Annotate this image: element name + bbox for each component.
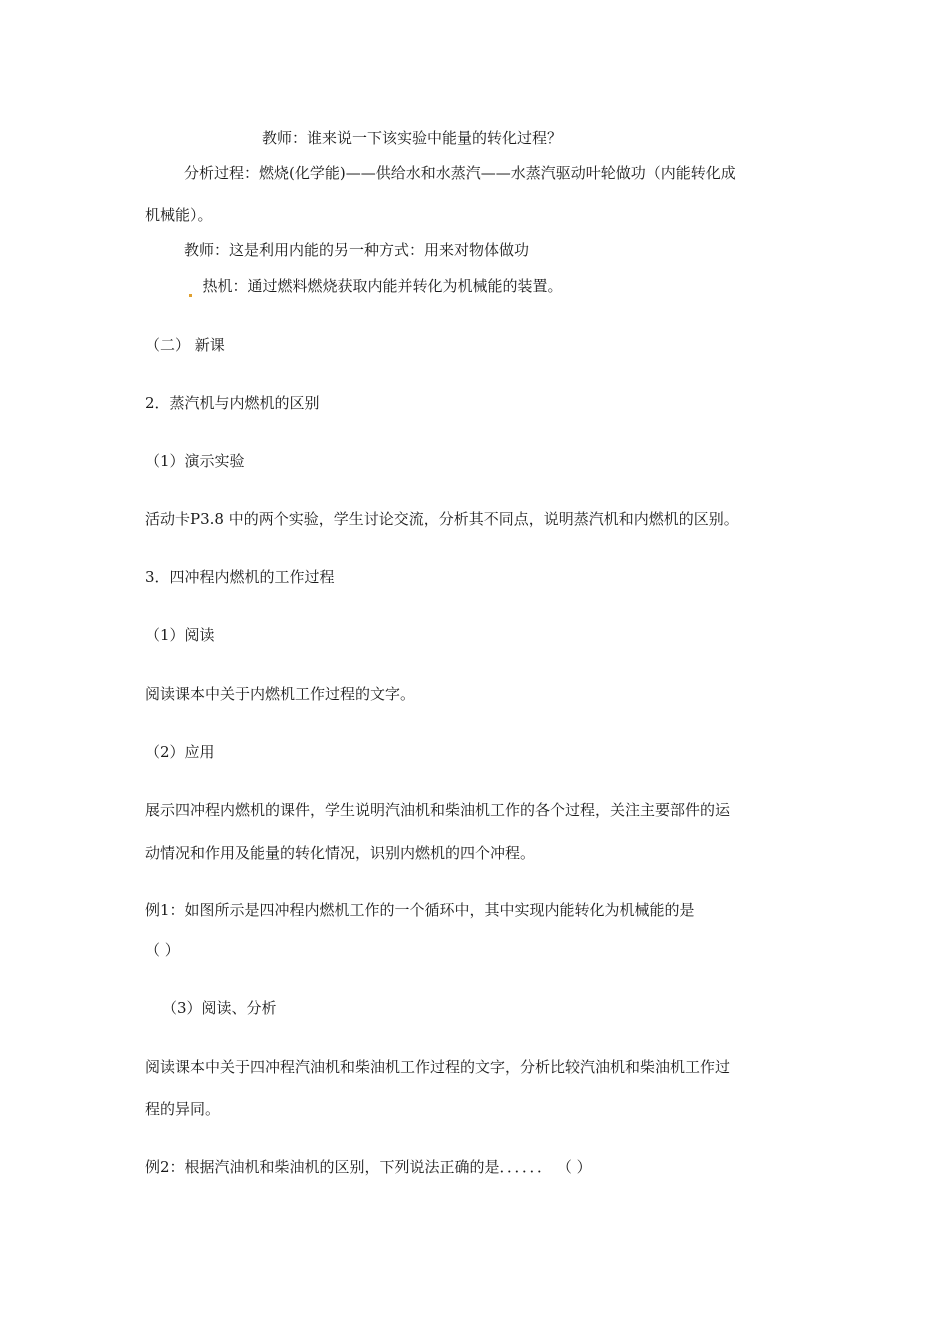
subheading-read-analyze: （3）阅读、分析 [162,999,277,1017]
text-line-courseware: 展示四冲程内燃机的课件，学生说明汽油机和柴油机工作的各个过程，关注主要部件的运 [145,801,731,819]
subheading-3: 3．四冲程内燃机的工作过程 [145,568,335,586]
text-line-compare-cont: 程的异同。 [145,1100,221,1118]
subheading-demo: （1）演示实验 [145,452,245,470]
text-line-analysis-cont: 机械能）。 [145,206,213,224]
mark-dot [189,294,192,297]
text-line-teacher-question: 教师：谁来说一下该实验中能量的转化过程？ [262,129,563,147]
example-2: 例2：根据汽油机和柴油机的区别，下列说法正确的是．．．．．． （ ） [145,1158,592,1176]
text-line-read: 阅读课本中关于内燃机工作过程的文字。 [145,685,416,703]
section-heading-new-lesson: （二） 新课 [145,336,225,354]
example-1: 例1：如图所示是四冲程内燃机工作的一个循环中，其中实现内能转化为机械能的是 [145,901,695,919]
text-line-activity: 活动卡P3.8 中的两个实验，学生讨论交流，分析其不同点，说明蒸汽机和内燃机的区别。 [145,510,739,528]
text-line-heat-engine: 热机：通过燃料燃烧获取内能并转化为机械能的装置。 [188,276,563,297]
text-line-analysis: 分析过程：燃烧(化学能)——供给水和水蒸汽——水蒸汽驱动叶轮做功（内能转化成 [184,164,736,182]
subheading-2: 2．蒸汽机与内燃机的区别 [145,394,320,412]
example-1-blank: （ ） [145,941,180,959]
text-line-teacher-statement: 教师：这是利用内能的另一种方式：用来对物体做功 [184,241,530,259]
text-line-courseware-cont: 动情况和作用及能量的转化情况，识别内燃机的四个冲程。 [145,844,536,862]
subheading-apply: （2）应用 [145,743,215,761]
subheading-read: （1）阅读 [145,626,215,644]
text-line-compare: 阅读课本中关于四冲程汽油机和柴油机工作过程的文字，分析比较汽油机和柴油机工作过 [145,1058,731,1076]
